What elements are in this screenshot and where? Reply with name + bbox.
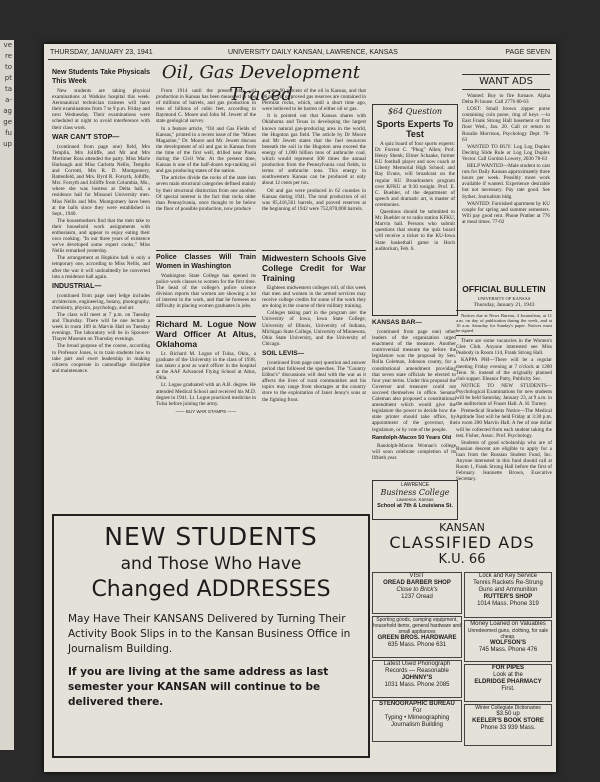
bulletin-item: There are some vacancies in the Women's Glee Club. Anyone interested see Miss Peabody in Room 114, Frank Strong Hall.: [456, 338, 552, 357]
classified-h2: CLASSIFIED ADS: [389, 533, 535, 552]
ad-text: GREEN BROS. HARDWARE: [377, 635, 457, 641]
ad-body: If you are living at the same address as last semester your KANSAN will continue to be delivered there.: [68, 666, 329, 708]
ad-text: Latest Used Phonograph: [383, 661, 451, 667]
ad-text: Look at the: [493, 672, 523, 678]
want-ad-item: WANTED TO BUY: Log Log Duplex Decitrig Slide Rule or Log Log Duplex Vector. Call Gordon Lowery, 2036 78-63: [462, 143, 550, 162]
want-ad-item: HELP WANTED—Male student to cast ruts for Daily Kansan approximately three hours per week. Possibly more work available if wanted. Experience desirable but not necessary. Pay rate good. See Syther, Journalism bldg.: [462, 163, 550, 200]
ad-text: Money Loaned on Valuables: [470, 621, 546, 627]
article-text: (continued from page one) other leaders of the organization urged enactment of the measure. Another controversial measure up before the legislature was the proposal by Sen. Rolla Coleman, Johnson county, for a constitutional amendment providing that seven state officials be elected to four year terms. Under this proposal the Governor and treasurer could not succeed themselves in office. Senator Coleman also proposed a constitutional amendment which would give the legislature the power to decide how the state printer should take office, by appointment of the governor, the legislature, or by vote of the people.: [372, 329, 456, 433]
article-text: A quiz board of four sports experts: Dr. Forrest C. "Phog" Allen; Prof. Henry Shenk; Elmer Schaake, former KU football player and now coach at Liberty Memorial High School; and Ray Evans, will broadcast on the regular KU Broadcasters program over KFKU at 9:30 tonight. Prof. E. C. Buehler, of the department of speech and dramatic art, is master of ceremonies.: [375, 141, 455, 208]
article-text: Lt. Logue graduated with an A.B. degree. He attended Medical School and received his M.D. degree in 1941. Lt. Logue practiced medicine in Tulsa before joining the army.: [156, 382, 256, 407]
ad-text: JOHNNY'S: [401, 675, 433, 681]
want-ad-item: WANTED: Furnished apartment by KU couple for spring and summer semesters. Will pay good rent. Phone Prather at 776 at meal times. 77-62: [462, 200, 550, 225]
want-ads: [462, 74, 550, 314]
ad-text: School at 7th & Louisiana St.: [377, 503, 453, 509]
ad-text: For: [412, 708, 422, 714]
bulletin-item: NOTICE TO NEW STUDENTS—Psychological Examinations for new students will be held Saturday, January 23, at 9 a.m. in the auditorium of Fraser Hall. A. H. Turney.: [456, 382, 552, 408]
buy-war-stamps: —— BUY WAR STAMPS ——: [175, 408, 237, 414]
strip-fragment: up: [3, 140, 12, 148]
article-text: It is pointed out that Kansas shares with Oklahoma and Texas in developing the largest known natural gas-producing area in the world, the Hugoton gas field. The article by Dr Moore and Mr Jewett states that the fuel resources beneath the soil in the Hugoton area exceed the energy of 1,000 billion tons of anthracite coal, which would represent 300 times the annual production from the Pennsylvania coal fields, in terms of anthracite tons. This energy in southwestern Kansas can be produced at only about 12 cents per ton.: [262, 113, 366, 187]
want-ad-item: Wanted: Boy to fire furnace. Alpha Delta Pi house. Call 2776 80-63: [462, 93, 550, 106]
ad-text: $3.50 up: [496, 711, 520, 717]
strip-fragment: ge: [3, 118, 12, 126]
article-text: some 90 percent of the oil in Kansas, and that 96 percent of proved gas reserves are contained in Permian rocks, which, until a short time ago, were believed to be barren of either oil or gas.: [262, 88, 366, 113]
ad-text: Close to Brick's: [396, 587, 438, 593]
ad-text: OREAD BARBER SHOP: [383, 580, 451, 586]
strip-fragment: ta: [4, 85, 12, 93]
bulletin-date: Thursday, January 21, 1943: [473, 302, 535, 309]
article-text: Questions should be submitted to Mr. Buehler or to radio station KFKU, Marvin hall. Persons who submit questions that stump the quiz board will receive a ticket to the KU-Iowa State basketball game in Hoch auditorium, Feb. 6.: [375, 209, 455, 252]
ad-text: KEELER'S BOOK STORE: [472, 718, 544, 724]
classified-h3: K.U. 66: [438, 552, 486, 567]
sports-quiz-box: [372, 104, 458, 316]
article-text: The articles divide the rocks of the state into seven main structural categories defined mainly by their structural distinction from one another. Of special interest is the fact that rocks older than Pennsylvania, once thought to be below the floor of possible production, now produce: [156, 175, 256, 212]
kansas-bar-headline: KANSAS BAR—: [372, 319, 422, 326]
article-text: (continued from page one) question and answer period that followed the speeches. The "Country Editor's" discussions will deal with the war as it affects the lives of rural communities and his topics may range from shortages at the country store to the exploitation of Janet Jenny's sons at the fighting front.: [262, 359, 366, 403]
bulletin-heading: OFFICIAL BULLETIN: [462, 284, 546, 294]
ad-text: Lock and Key Service: [478, 573, 538, 579]
divider: [456, 335, 552, 336]
ad-text: Guns and Ammunition: [478, 587, 538, 593]
ad-text: Journalism Building: [390, 722, 444, 728]
quiz-subtitle: Sports Experts To Test: [376, 119, 454, 139]
strip-fragment: to: [4, 63, 12, 71]
strip-fragment: pt: [4, 74, 12, 82]
new-students-ad: [52, 514, 370, 758]
strip-fragment: a-: [5, 96, 12, 104]
masthead-paper: UNIVERSITY DAILY KANSAN, LAWRENCE, KANSAS: [228, 49, 398, 56]
ad-text: Typing • Mimeographing: [384, 715, 450, 721]
article-text: Eighteen midwestern colleges roll, of this week that men and women in the armed services may receive college credits for some of the work they are doing in the course of their military training.: [262, 285, 366, 310]
main-headline: Oil, Gas Development Traced: [161, 62, 361, 105]
article-text: The class will meet at 7 p.m. on Tuesday and Thursday. There will be one lecture a week in room 109 in Marvin Hall on Tuesday evenings. The laboratory will be in Spooner-Thayer Museum on Thursday evenings.: [52, 312, 150, 343]
article-text: (continued from page one) ledge includes architecture, engineering, botany, photography, chemistry, physics, psychology, and art.: [52, 292, 150, 311]
ad-text: 635 Mass. Phone 631: [387, 642, 447, 648]
article-text: In a feature article, "Oil and Gas Fields of Kansas," printed in a recent issue of the "Mines Magazine," Dr. Moore and Mr. Jewett discuss the development of oil and gas in Kansas from the time of the first well, drilled near Paola during the Civil War. At the present time, Kansas is one of the half-dozen top-ranking oil and gas producing states of the nation.: [156, 125, 256, 175]
bulletin-item: Premedical Students Notice—The Medical Aptitude Test will be held Friday at 3:30 p.m. in room 200 Marvin Hall. A fee of one dollar will be collected from each student taking the test. Fisher, Assoc. Prof. Psychology.: [456, 408, 552, 439]
adjacent-page-strip: [0, 40, 14, 750]
article-text: Randolph-Macon Woman's college will soon celebrate completion of its fiftieth year.: [372, 442, 456, 461]
ad-text: Tennis Rackets Re-Strung: [473, 580, 543, 586]
newspaper-page: [44, 44, 556, 772]
official-bulletin: [456, 282, 552, 518]
rutters-shop-ad: [464, 572, 552, 618]
article-text: Washington State College has opened its police work classes to women for the first time. The head of the college's police science division reports that women are showing a lot of interest in the work, and that he foresees no difficulty in placing women graduates in jobs.: [156, 273, 256, 310]
classified-h1: KANSAN: [439, 521, 485, 534]
ad-line: and Those Who Have: [120, 554, 302, 574]
article-text: Colleges taking part in the program are: the University of Iowa, Iowa State College, University of Illinois, University of Indiana, Michigan State College, University of Minnesota, Ohio State University, and the University of Chicago.: [262, 310, 366, 347]
ad-text: 1014 Mass. Phone 319: [477, 601, 539, 607]
keelers-book-store-ad: [464, 704, 552, 746]
business-college-ad: [372, 480, 458, 520]
green-bros-ad: [372, 616, 462, 658]
article-text: From 1914 until the present day, oil production in Kansas has been measured in tens of millions of barrels, and gas production in tens of billions of cubic feet, according to Raymond C. Moore and John M. Jewett of the state geological survey.: [156, 88, 256, 125]
divider: [456, 310, 552, 311]
ad-text: STENOGRAPHIC BUREAU: [379, 701, 455, 707]
classified-ads-heading: [372, 522, 552, 568]
strip-fragment: fu: [5, 129, 12, 137]
strip-fragment: ve: [3, 41, 12, 49]
kansas-bar-article: [372, 316, 456, 476]
physicals-headline: New Students Take Physicals This Week: [52, 69, 150, 85]
wolfsons-ad: [464, 620, 552, 662]
bulletin-note: Notices due at News Bureau, 4 Journalism, at 11 a.m. on day of publication during the week, and at 10 a.m. Saturday for Sunday's paper. Notices must be signed.: [456, 313, 552, 334]
masthead-date: THURSDAY, JANUARY 23, 1941: [50, 49, 153, 56]
logue-headline: Richard M. Logue Now Ward Officer At Altus, Oklahoma: [156, 319, 256, 349]
ad-text: 1237 Oread: [401, 594, 433, 600]
randolph-headline: Randolph-Macon 50 Years Old: [372, 434, 452, 441]
masthead-page: PAGE SEVEN: [505, 49, 550, 56]
ad-text: Business College: [380, 488, 450, 497]
ad-text: WOLFSON'S: [489, 640, 527, 646]
eldridge-pharmacy-ad: [464, 664, 552, 702]
ad-text: Records — Reasonable: [385, 668, 449, 674]
ad-text: Winter Collegiate Dictionaries: [475, 705, 541, 711]
oread-barber-ad: [372, 572, 462, 614]
oil-gas-article-col1: [156, 88, 256, 246]
article-text: The housemothers find that the men take to their household work assignments with enthusiasm, and appear to enjoy eating their own cooking. "In our three years of existence we've developed some expert cooks," Miss Nellis remarked yesterday.: [52, 217, 150, 255]
war-cant-stop-headline: WAR CAN'T STOP—: [52, 133, 120, 141]
soil-levis-headline: SOIL LEVIS—: [262, 349, 305, 357]
article-text: Oil and gas were produced in 62 counties in Kansas during 1941. The total production of oil was 85,416,561 barrels, and proved reserves at the beginning of 1942 were 752,870,000 barrels.: [262, 187, 366, 212]
bulletin-item: Students of good scholarship who are of Russian descent are eligible to apply for a loan from the Russian Student Fund, Inc. Anyone interested in this fund should call at Room 1, Frank Strong Hall before the first of February. Jeannette Brown, Executive Secretary.: [456, 439, 552, 483]
ad-text: FOR PIPES: [491, 665, 524, 671]
article-text: The arrangement at Hopkins hall is only a temporary one, according to Miss Nellis, and after the war it will undoubtedly be converted into a residence hall again.: [52, 255, 150, 280]
ad-text: RUTTER'S SHOP: [483, 594, 533, 600]
ad-text: Sporting goods, camping equipment, household items, general hardware and small appliances: [373, 617, 461, 635]
ad-text: Phone 33 939 Mass.: [480, 725, 536, 731]
strip-fragment: re: [4, 52, 12, 60]
article-text: (continued from page one) field, Mrs Templin, Mrs Jolliffe, and Mr and Mrs Mortimer Ross attended the party. Miss Marie Harbaugh and Miss Carlotta Nellis, Templin and Corrotti, Mrs R. D. Montgomery, Battenfeld, and Mrs. Byrd R. Forsyth, Jolliffe, Mrs. Forsyth and Jolliffe from Columbia, Mo., where she was hostess at Delta hall, a residence hall for Missouri University men. Miss Nellis and Mrs. Montgomery have been at the halls since they were established in Sept., 1940.: [52, 143, 150, 217]
ad-text: LAWRENCE: [400, 482, 430, 488]
police-headline: Police Classes Will Train Women in Washington: [156, 254, 256, 270]
article-text: Lt. Richard M. Logue of Tulsa, Okla., a graduate of the University in the class of 1938, has taken a post as ward officer in the hospital at the AAF Advanced Flying School at Altus, Okla.: [156, 351, 256, 382]
left-column: [52, 66, 150, 486]
midwestern-article: [262, 250, 366, 501]
logue-article: [156, 316, 256, 507]
johnnys-ad: [372, 660, 462, 698]
bulletin-subheading: UNIVERSITY OF KANSAS: [477, 296, 531, 301]
article-text: The broad purpose of the course, according to Professor Jones, is to train students how to take part and exert leadership in making citizens cooperate in camouflage discipline and maintenance.: [52, 343, 150, 374]
strip-fragment: ag: [3, 107, 12, 115]
ad-body: May Have Their KANSANS Delivered by Turning Their Activity Book Slips in to the Kansan Business Office in Journalism Building.: [68, 613, 351, 655]
ad-line: Changed ADDRESSES: [91, 577, 331, 602]
masthead: [48, 48, 552, 60]
stenographic-bureau-ad: [372, 700, 462, 742]
article-text: New students are taking physical examinations at Watkins hospital this week. Aeronautical technician trainees will have their examinations from 7 to 9 p.m. Friday and next Wednesday. Their examinations were scheduled at night to avoid interference with their class work.: [52, 88, 150, 131]
bulletin-item: KAPPA PHI—There will be a regular meeting Friday evening at 7 o'clock at 1200 Tenn. St. instead of the originally planned club supper. Eleanor Patty, Publicity Sec.: [456, 357, 552, 382]
want-ad-item: LOST: Small brown zipper purse containing coin purse, ring of keys —in East Frank Strong Hall basement or first floor Wed., Jan. 20. Call or return to Rosalie Morrison, Psychology Dept. 78-63: [462, 106, 550, 143]
ad-text: 1031 Mass. Phone 2085: [384, 682, 450, 688]
ad-text: Lawrence, Kansas: [396, 497, 434, 502]
ad-text: 745 Mass. Phone 476: [478, 647, 538, 653]
oil-gas-article-col2: [262, 88, 366, 246]
midwestern-headline: Midwestern Schools Give College Credit for War Training: [262, 253, 366, 283]
ad-text: Unredeemed guns, clothing, for sale cheap.: [467, 628, 549, 640]
want-ads-heading: WANT ADS: [462, 74, 550, 90]
ad-line: NEW STUDENTS: [104, 522, 318, 551]
ad-text: VISIT: [409, 573, 425, 579]
ad-text: First.: [501, 686, 515, 692]
industrial-headline: INDUSTRIAL—: [52, 282, 102, 290]
ad-text: ELDRIDGE PHARMACY: [474, 679, 542, 685]
quiz-title: $64 Question: [387, 107, 443, 116]
